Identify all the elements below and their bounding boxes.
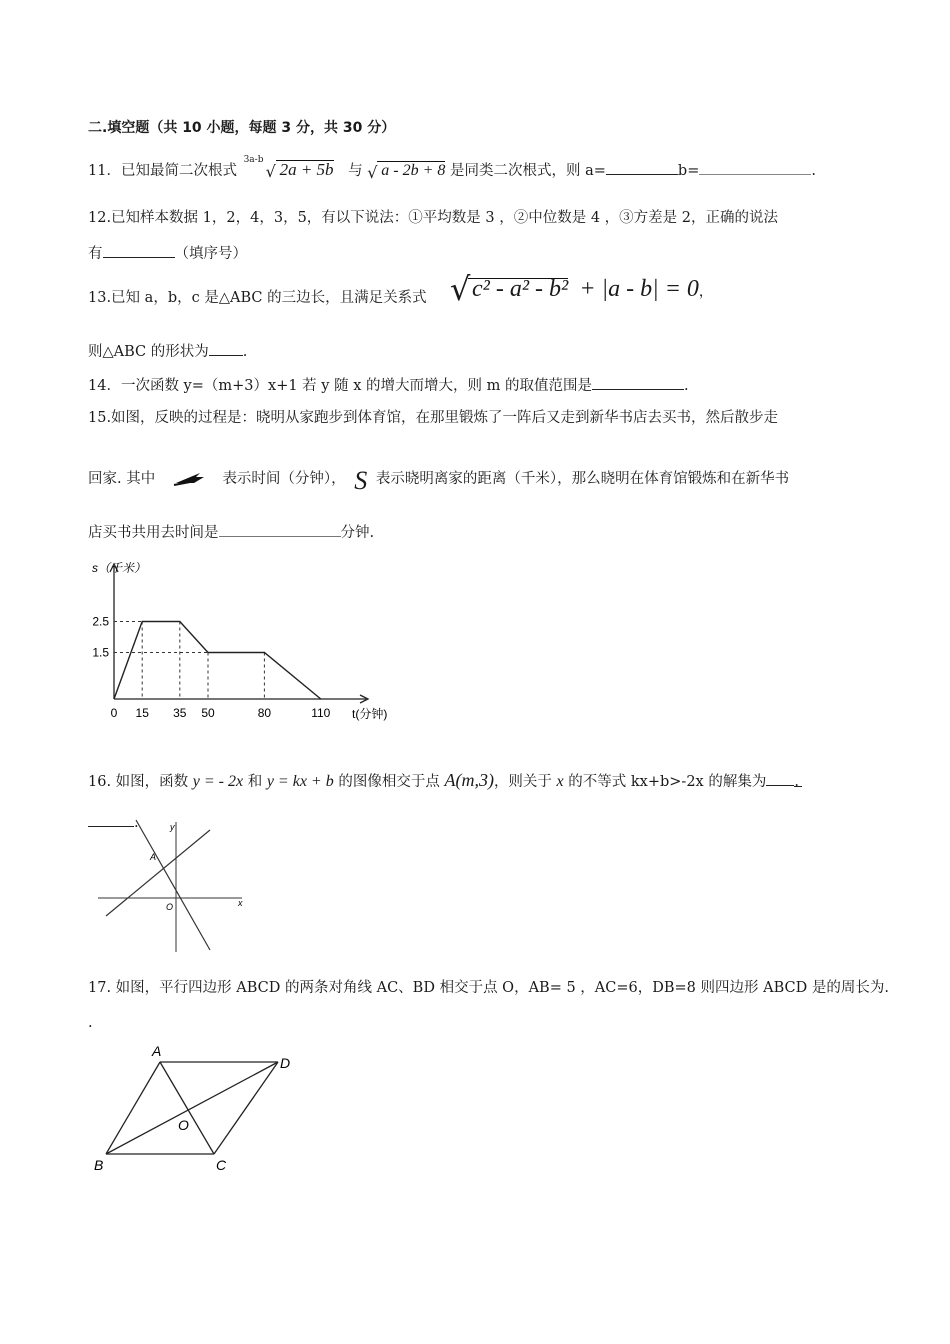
q16-mid: 的图像相交于点 — [338, 774, 440, 790]
q14-text: 14．一次函数 y=（m+3）x+1 若 y 随 x 的增大而增大，则 m 的取值范围是 — [88, 378, 592, 394]
q13-radicand: c² - a² - b² — [472, 276, 569, 302]
diagonal-bd — [106, 1062, 278, 1154]
question-16-line-1 — [88, 770, 802, 792]
q16-end: . — [134, 815, 139, 831]
section-title: 二.填空题（共 10 小题，每题 3 分，共 30 分） — [88, 120, 396, 136]
q13-line2: 则△ABC 的形状为 — [88, 344, 209, 360]
vertex-b-label: B — [94, 1157, 104, 1173]
q16-f2: y = kx + b — [266, 773, 334, 790]
q11-radicand-1: 2a + 5b — [279, 160, 334, 179]
q11-number: 11． — [88, 163, 121, 179]
question-11 — [88, 155, 816, 182]
q11-post: 是同类二次根式，则 a= — [450, 163, 606, 179]
q11-radical-2: √ a - 2b + 8 — [367, 162, 446, 182]
q12-pre: 有 — [88, 246, 103, 262]
vertex-a-label: A — [152, 1043, 162, 1059]
q11-radical-1: √ 2a + 5b — [265, 160, 334, 181]
question-17-line-2: . — [88, 1015, 93, 1031]
q17-dot: . — [884, 980, 889, 996]
q13-pre: 13.已知 a，b，c 是△ABC 的三边长，且满足关系式 — [88, 290, 427, 306]
y-tick-label-1.5: 1.5 — [92, 645, 109, 660]
q14-end: . — [683, 378, 689, 394]
fig16-origin-label: O — [166, 902, 174, 912]
x-tick-label-110: 110 — [311, 706, 331, 720]
diagonal-ac — [160, 1062, 214, 1154]
q16-and: 和 — [247, 774, 263, 790]
q12-post: （填序号） — [174, 246, 247, 262]
q16-blank-1[interactable] — [766, 771, 794, 786]
q15-line2-a: 回家. 其中 — [88, 471, 156, 487]
q13-rest: + |a - b| = 0 — [579, 276, 699, 302]
q11-radicand-2: a - 2b + 8 — [381, 162, 446, 179]
line-kx-plus-b — [106, 830, 210, 916]
y-tick-label-2.5: 2.5 — [92, 614, 109, 629]
q16-point: A(m,3) — [444, 770, 494, 790]
q11-blank-a[interactable] — [606, 160, 678, 175]
x-tick-label-35: 35 — [173, 706, 187, 720]
q11-b-label: b= — [677, 163, 700, 179]
question-12-line-2 — [88, 243, 247, 264]
question-17-line-1 — [88, 978, 889, 998]
q11-root-index: 3a-b — [243, 155, 264, 165]
x-tick-label-80: 80 — [257, 706, 272, 720]
q11-end: . — [811, 163, 816, 179]
fig16-x-label: x — [238, 898, 243, 908]
y-axis-label: s（千米） — [92, 561, 147, 575]
parallelogram-figure — [92, 1040, 312, 1180]
x-axis-label: t(分钟) — [352, 707, 388, 721]
question-15-line-3 — [88, 522, 374, 543]
question-14 — [88, 375, 689, 396]
q17-text: 17. 如图，平行四边形 ABCD 的两条对角线 AC、BD 相交于点 O，AB= 5 ，AC=6，DB=8 则四边形 ABCD 是的周长为 — [88, 980, 885, 996]
question-12-line-1: 12.已知样本数据 1，2，4，3，5，有以下说法：①平均数是 3 ，②中位数是 4 ，③方差是 2，正确的说法 — [88, 210, 779, 226]
x-tick-label-15: 15 — [135, 706, 149, 720]
linear-functions-figure — [92, 818, 262, 958]
question-13-line-2 — [88, 341, 247, 362]
q15-line2-c: 表示晓明离家的距离（千米），那么晓明在体育馆锻炼和在新华书 — [375, 471, 790, 487]
fig16-point-a-label: A — [150, 852, 157, 862]
q15-line3-pre: 店买书共用去时间是 — [88, 525, 219, 541]
q13-equation — [450, 270, 713, 308]
q11-pre: 已知最简二次根式 — [120, 163, 237, 179]
vertex-c-label: C — [216, 1157, 227, 1173]
side-cd — [214, 1062, 278, 1154]
q15-line3-post: 分钟. — [340, 525, 375, 541]
x-tick-label-0: 0 — [110, 706, 118, 720]
q12-blank[interactable] — [103, 243, 175, 258]
question-15-line-2 — [88, 466, 790, 495]
q13-comma: ， — [698, 284, 713, 300]
q16-dot: . — [794, 772, 802, 787]
q13-blank[interactable] — [209, 341, 243, 356]
q16-var: x — [556, 773, 564, 790]
x-tick-label-50: 50 — [201, 706, 215, 720]
q15-blank[interactable] — [219, 522, 341, 537]
question-15-line-1: 15.如图，反映的过程是：晓明从家跑步到体育馆，在那里锻炼了一阵后又走到新华书店去买书，然后散步走 — [88, 410, 779, 426]
q16-pre: 16. 如图，函数 — [88, 774, 189, 790]
q13-end: . — [242, 344, 248, 360]
q16-post: ，则关于 — [493, 774, 552, 790]
question-13-line-1 — [88, 288, 427, 308]
q11-mid: 与 — [348, 163, 363, 179]
distance-time-chart — [84, 556, 404, 726]
s-symbol: S — [354, 466, 368, 495]
q13-radical: √ c² - a² - b² — [450, 270, 569, 308]
q16-f1: y = - 2x — [192, 773, 244, 790]
q15-line2-b: 表示时间（分钟）， — [222, 471, 346, 487]
q14-blank[interactable] — [592, 375, 684, 390]
vertex-d-label: D — [280, 1055, 291, 1071]
center-o-label: O — [178, 1117, 189, 1133]
t-symbol-icon — [170, 469, 210, 489]
q11-blank-b[interactable] — [699, 160, 811, 175]
fig16-y-label: y — [170, 822, 175, 832]
distance-series-line — [114, 622, 321, 700]
q16-post2: 的不等式 kx+b>-2x 的解集为 — [568, 774, 767, 790]
